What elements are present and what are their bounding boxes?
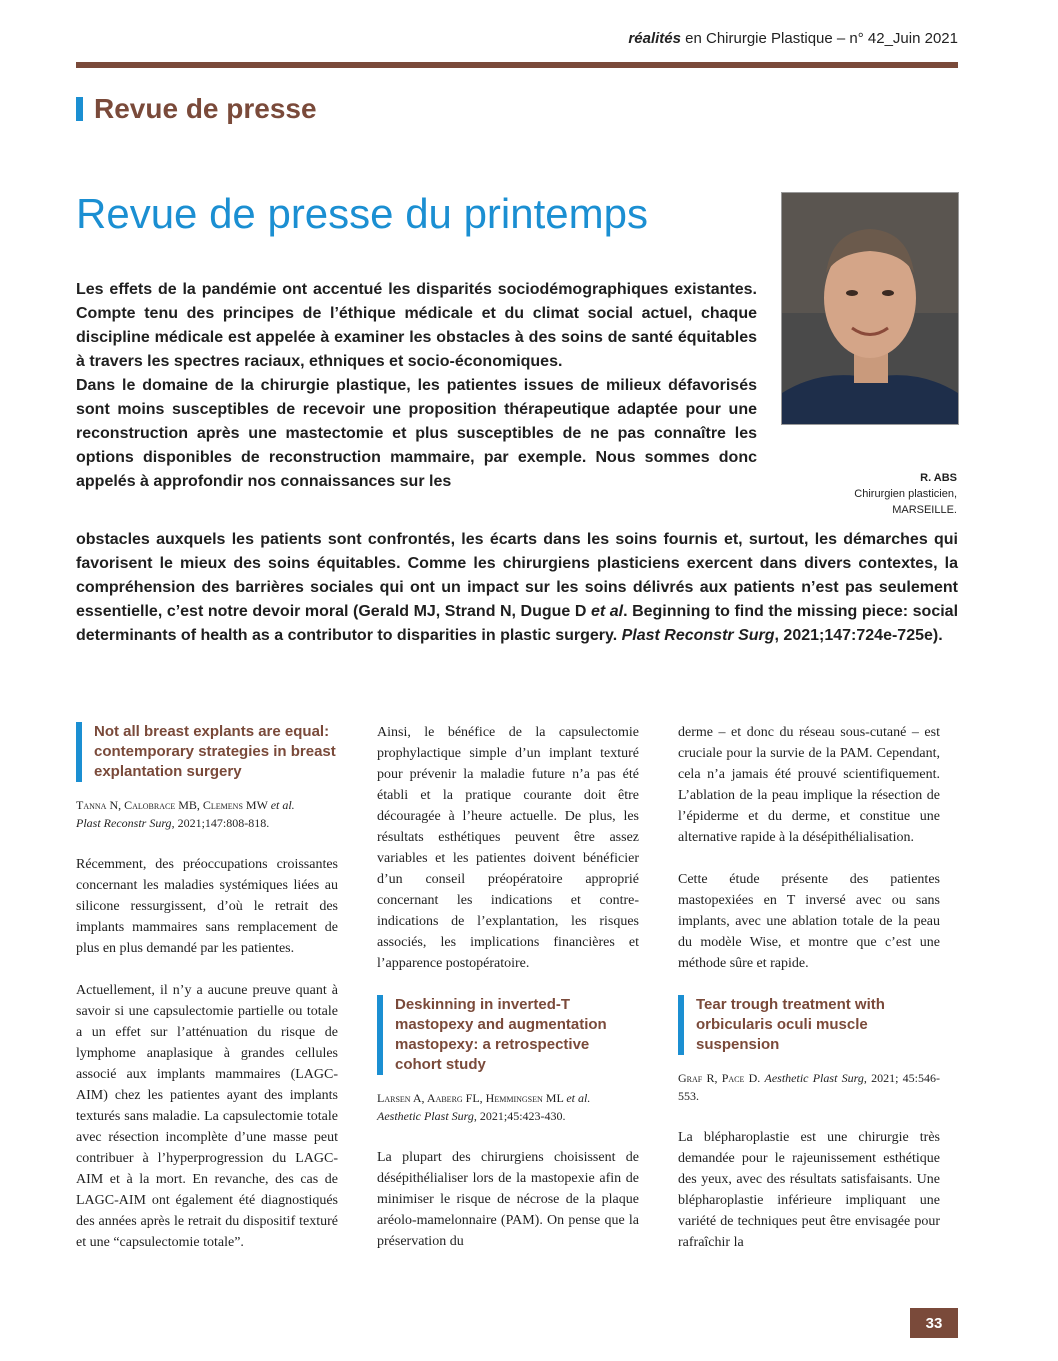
page-title: Revue de presse du printemps — [76, 190, 648, 237]
article-2-reference — [377, 1089, 639, 1125]
column-1 — [76, 722, 338, 1274]
intro-block-narrow — [76, 278, 757, 494]
ref-volume: , 2021;45:423-430. — [473, 1109, 566, 1123]
intro-journal: Plast Reconstr Surg — [621, 627, 775, 644]
article-2-heading — [377, 995, 639, 1075]
ref-journal: Aesthetic Plast Surg — [377, 1109, 474, 1123]
intro-paragraph-2-start: Dans le domaine de la chirurgie plastique, les patientes issues de milieux défavorisés sont moins susceptibles de recevoir une proposition thérapeutique adaptée pour une reconstruction après une mastectomie et plus susceptibles de ne pas connaître les options disponibles de reconstruction mammaire, par exemple. Nous sommes donc appelés à approfondir nos connaissances sur les — [76, 377, 757, 490]
ref-journal: Aesthetic Plast Surg — [764, 1071, 864, 1085]
ref-authors: Graf R, Pace D. — [678, 1071, 765, 1085]
intro-etal: et al — [590, 603, 624, 620]
article-1-paragraph: Actuellement, il n’y a aucune preuve quant à savoir si une capsulectomie partielle ou totale a un effet sur l’atténuation du risque de lymphome anaplasique à grandes cellules associé aux implants mammaires (LAGC-AIM) chez les patientes ayant des implants texturés sans maladie. La capsulectomie totale avec résection incomplète d’une masse peut contribuer à l’hyperprogression du LAGC-AIM et à la mort. En revanche, des cas de LAGC-AIM ont également été diagnostiqués des années après le retrait du dispositif texturé et une “capsulectomie totale”. — [76, 983, 338, 1250]
journal-issue: en Chirurgie Plastique – n° 42_Juin 2021 — [680, 30, 958, 47]
article-1-heading — [76, 722, 338, 782]
ref-etal: et al. — [270, 798, 295, 812]
author-role: Chirurgien plasticien, — [854, 488, 957, 500]
article-3-paragraph: La blépharoplastie est une chirurgie très demandée pour le rajeunissement esthétique des yeux, avec des résultats satisfaisants. Une blépharoplastie inférieure impliquant une variété de techniques peut être envisagée pour rafraîchir la — [678, 1130, 940, 1250]
article-2-continuation: Cette étude présente des patientes mastopexiées en T inversé avec ou sans implants, avec une ablation totale de la peau du modèle Wise, et montre que c’est une méthode sûre et rapide. — [678, 872, 940, 971]
article-marker — [678, 995, 684, 1055]
intro-citation-end: , 2021;147:724e-725e). — [774, 627, 943, 644]
intro-text: obstacles auxquels les patients sont confrontés, les écarts dans les soins fournis et, surtout, les démarches qui favorisent le mieux des soins équitables. Comme les chirurgiens plasticiens exercent dans divers contextes, la compréhension des barrières sociales qui ont un impact sur les soins délivrés aux patients n’est pas seulement essentielle, c’est notre devoir moral (Gerald MJ, Strand N, Dugue D — [76, 531, 958, 620]
column-3 — [678, 722, 940, 1274]
intro-citation: . Beginning to find the missing piece: social determinants of health as a contributor to disparities in plastic surgery. — [76, 603, 959, 644]
section-heading — [76, 94, 317, 124]
ref-authors: Tanna N, Calobrace MB, Clemens MW — [76, 798, 271, 812]
article-3-heading — [678, 995, 940, 1055]
author-city: MARSEILLE. — [892, 504, 957, 516]
journal-name: réalités — [628, 30, 681, 47]
column-2 — [377, 722, 639, 1273]
article-1-paragraph: Récemment, des préoccupations croissantes concernant les maladies systémiques liées au silicone ressurgissent, d’où le retrait des implants mammaires sans remplacement de plus en plus demandé par les patientes. — [76, 857, 338, 956]
section-marker — [76, 97, 83, 121]
author-caption — [790, 470, 957, 518]
header-rule — [76, 62, 958, 68]
intro-block-wide — [76, 528, 958, 648]
article-marker — [76, 722, 82, 782]
article-2-continuation: derme – et donc du réseau sous-cutané – est cruciale pour la survie de la PAM. Cependant, cela n’a jamais été prouvé scientifiquement. L’ablation de la peau implique la résection de l’épiderme et du derme, et constitue une alternative rapide à la désépithélialisation. — [678, 725, 940, 845]
article-1-continuation: Ainsi, le bénéfice de la capsulectomie prophylactique simple d’un implant texturé pour prévenir la maladie future n’a pas été établi et la pratique courante doit être découragée à l’heure actuelle. De plus, les résultats esthétiques peuvent être assez variables et les patientes doivent bénéficier d’un conseil préopératoire approprié concernant les indications et contre-indications de l’explantation, les risques associés, les implications financières et l’apparence postopératoire. — [377, 725, 639, 971]
article-2-paragraph: La plupart des chirurgiens choisissent de désépithélialiser lors de la mastopexie afin de minimiser le risque de nécrose de la plaque aréolo-mamelonnaire (PAM). On pense que la préservation du — [377, 1150, 639, 1249]
section-title: Revue de presse — [94, 93, 317, 124]
ref-volume: , 2021; 45:546-553. — [678, 1071, 940, 1103]
article-3-reference — [678, 1069, 940, 1105]
journal-header — [628, 30, 958, 47]
ref-volume: , 2021;147:808-818. — [171, 816, 270, 830]
intro-paragraph-1: Les effets de la pandémie ont accentué les disparités sociodémographiques existantes. Compte tenu des principes de l’éthique médicale et du climat social actuel, chaque discipline médicale est appelée à examiner les obstacles à des soins de santé équitables à travers les spectres raciaux, ethniques et socio-économiques. — [76, 281, 757, 370]
page-number: 33 — [910, 1308, 958, 1338]
author-name: R. ABS — [920, 472, 957, 484]
ref-etal: et al. — [566, 1091, 591, 1105]
article-2-title: Deskinning in inverted-T mastopexy and augmentation mastopexy: a retrospective cohort study — [395, 996, 607, 1073]
article-1-reference — [76, 796, 338, 832]
article-marker — [377, 995, 383, 1075]
article-3-title: Tear trough treatment with orbicularis oculi muscle suspension — [696, 996, 885, 1053]
ref-journal: Plast Reconstr Surg — [76, 816, 172, 830]
intro-paragraph-2-end — [76, 528, 958, 648]
author-photo — [781, 192, 959, 425]
article-1-title: Not all breast explants are equal: contemporary strategies in breast explantation surgery — [94, 723, 336, 780]
ref-authors: Larsen A, Aaberg FL, Hemmingsen ML — [377, 1091, 567, 1105]
